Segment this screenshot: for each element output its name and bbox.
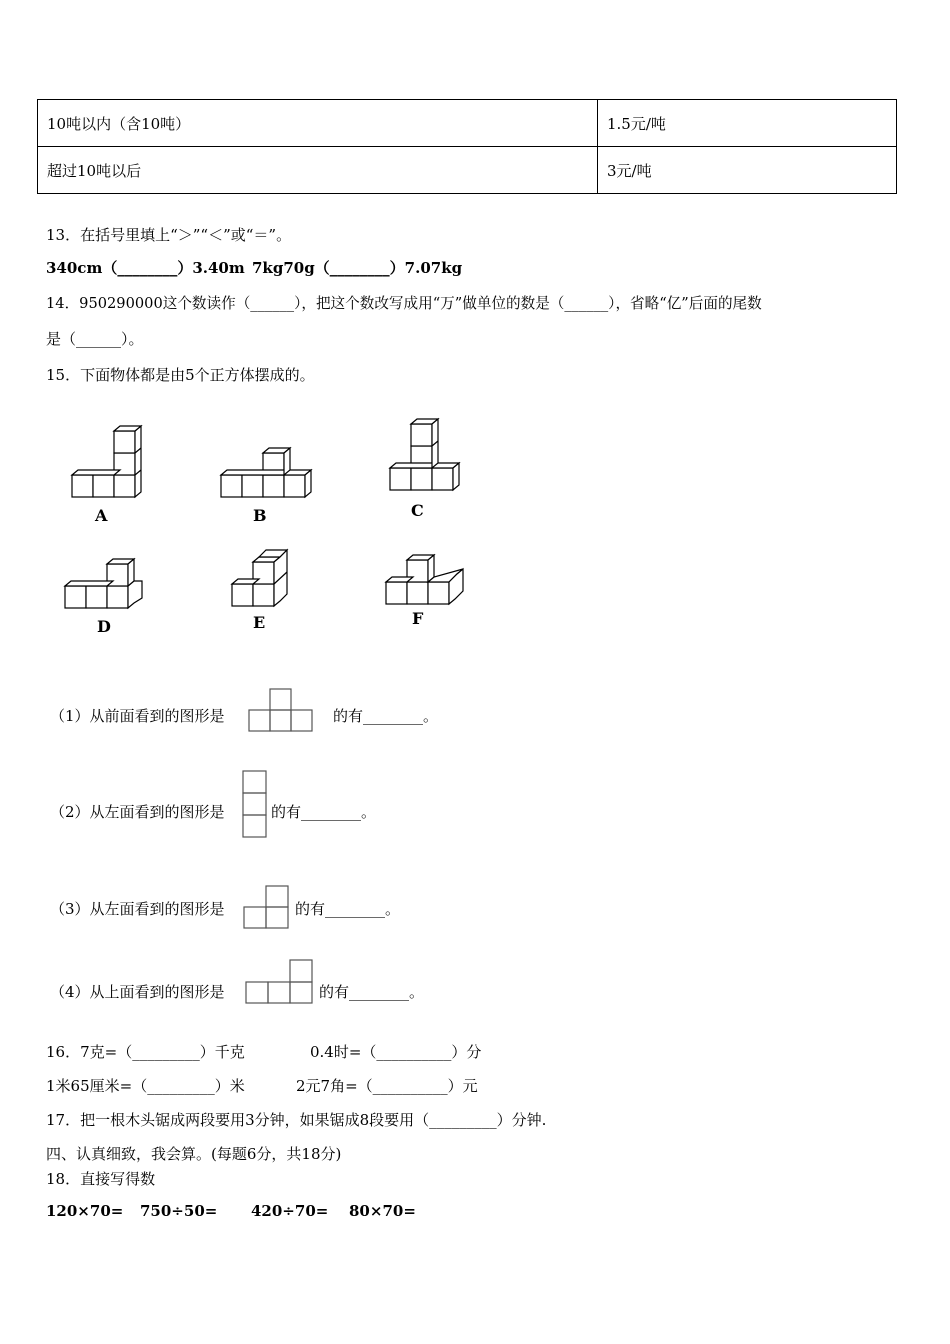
q15-sub4-prefix: （4）从上面看到的图形是 xyxy=(50,983,225,1001)
view-shape-top xyxy=(245,958,315,1006)
figure-label-c: C xyxy=(411,501,424,520)
q15-sub3-suffix: 的有________。 xyxy=(295,900,401,918)
q15-sub2-suffix: 的有________。 xyxy=(271,803,377,821)
q15-sub3-prefix: （3）从左面看到的图形是 xyxy=(50,900,225,918)
q13-item-1: 340cm（________）3.40m xyxy=(46,259,245,277)
q13-title: 13．在括号里填上“＞”“＜”或“＝”。 xyxy=(46,226,292,244)
figure-label-e: E xyxy=(253,613,266,632)
q18-item-4: 80×70= xyxy=(349,1202,416,1220)
q15-title: 15．下面物体都是由5个正方体摆成的。 xyxy=(46,366,315,384)
q13-item-2: 7kg70g（________）7.07kg xyxy=(252,259,463,277)
q17-text: 17．把一根木头锯成两段要用3分钟，如果锯成8段要用（_________）分钟. xyxy=(46,1111,547,1129)
cube-figure-e xyxy=(229,547,299,611)
table-cell: 3元/吨 xyxy=(598,147,897,194)
cube-figure-c xyxy=(387,418,467,496)
view-shape-front xyxy=(248,688,316,734)
table-cell: 10吨以内（含10吨） xyxy=(38,100,598,147)
q15-sub4-suffix: 的有________。 xyxy=(319,983,425,1001)
figure-label-d: D xyxy=(97,617,111,636)
cube-figure-b xyxy=(218,445,318,500)
cube-figure-a xyxy=(68,425,148,500)
figure-label-b: B xyxy=(253,506,267,525)
q15-sub1-suffix: 的有________。 xyxy=(333,707,439,725)
q16-row1-b: 0.4时=（__________）分 xyxy=(310,1043,482,1061)
cube-figure-d xyxy=(62,556,152,614)
figure-label-f: F xyxy=(412,609,424,628)
figure-label-a: A xyxy=(95,506,108,525)
q14-line1: 14．950290000这个数读作（______），把这个数改写成用“万”做单位的数是（______），省略“亿”后面的尾数 xyxy=(46,295,762,312)
price-table xyxy=(37,99,897,194)
cube-figure-f xyxy=(383,552,473,610)
table-cell: 超过10吨以后 xyxy=(38,147,598,194)
view-shape-left-l xyxy=(243,884,291,930)
q16-row2-a: 1米65厘米=（_________）米 xyxy=(46,1077,245,1095)
table-row xyxy=(38,100,897,147)
section-heading: 四、认真细致，我会算。(每题6分，共18分) xyxy=(46,1145,342,1163)
q18-item-1: 120×70= xyxy=(46,1202,124,1220)
q14-line2: 是（______）。 xyxy=(46,330,144,348)
table-row xyxy=(38,147,897,194)
view-shape-left-column xyxy=(242,770,270,840)
q18-item-3: 420÷70= xyxy=(251,1202,329,1220)
q15-sub1-prefix: （1）从前面看到的图形是 xyxy=(50,707,225,725)
q15-sub2-prefix: （2）从左面看到的图形是 xyxy=(50,803,225,821)
q18-item-2: 750÷50= xyxy=(140,1202,218,1220)
table-cell: 1.5元/吨 xyxy=(598,100,897,147)
q18-title: 18．直接写得数 xyxy=(46,1170,156,1188)
q16-row1-a: 16．7克=（_________）千克 xyxy=(46,1043,245,1061)
q16-row2-b: 2元7角=（__________）元 xyxy=(296,1077,478,1095)
